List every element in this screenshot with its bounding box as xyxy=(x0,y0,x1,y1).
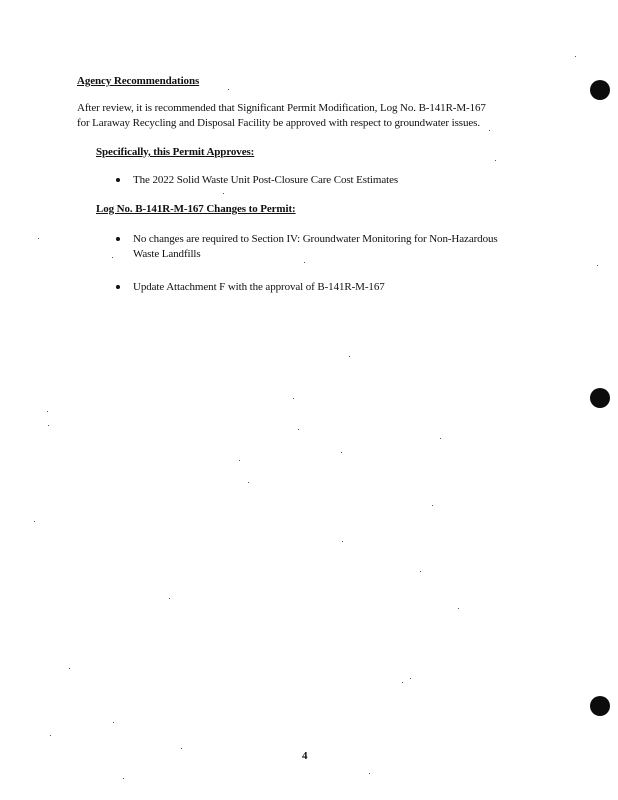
scan-speck xyxy=(304,262,305,263)
page-number: 4 xyxy=(302,750,308,762)
bullet-icon xyxy=(116,178,120,182)
scan-speck xyxy=(440,438,441,439)
scan-speck xyxy=(223,193,224,194)
scan-speck xyxy=(239,460,240,461)
scan-speck xyxy=(48,425,49,426)
scan-speck xyxy=(495,160,496,161)
punch-hole-icon xyxy=(590,388,610,408)
scan-speck xyxy=(410,678,411,679)
changes-to-permit-heading: Log No. B-141R-M-167 Changes to Permit: xyxy=(96,203,296,215)
scan-speck xyxy=(34,521,35,522)
scan-speck xyxy=(112,257,113,258)
scan-speck xyxy=(458,608,459,609)
scan-speck xyxy=(342,541,343,542)
scan-speck xyxy=(597,265,598,266)
recommendation-paragraph xyxy=(77,101,577,131)
scan-speck xyxy=(349,356,350,357)
scan-speck xyxy=(228,89,229,90)
scan-speck xyxy=(248,482,249,483)
approves-item-text: The 2022 Solid Waste Unit Post-Closure Care Cost Estimates xyxy=(133,174,399,186)
scan-speck xyxy=(341,452,342,453)
scan-speck xyxy=(489,130,490,131)
scan-speck xyxy=(298,429,299,430)
scan-speck xyxy=(50,735,51,736)
scan-speck xyxy=(47,411,48,412)
scan-speck xyxy=(69,668,70,669)
scan-speck xyxy=(432,505,433,506)
scan-speck xyxy=(293,398,294,399)
punch-hole-icon xyxy=(590,80,610,100)
scan-speck xyxy=(575,56,576,57)
recommendation-line-1: After review, it is recommended that Significant Permit Modification, Log No. B-141R-M-167 xyxy=(77,102,486,114)
scan-speck xyxy=(38,238,39,239)
recommendation-line-2: for Laraway Recycling and Disposal Facility be approved with respect to groundwater issues. xyxy=(77,117,480,129)
scan-speck xyxy=(402,682,403,683)
bullet-icon xyxy=(116,285,120,289)
permit-approves-heading: Specifically, this Permit Approves: xyxy=(96,146,255,158)
scan-speck xyxy=(123,778,124,779)
scan-speck xyxy=(113,722,114,723)
changes-item-text: Update Attachment F with the approval of B-141R-M-167 xyxy=(133,281,385,293)
changes-item-text xyxy=(133,232,563,262)
scan-speck xyxy=(169,598,170,599)
scan-speck xyxy=(420,571,421,572)
bullet-icon xyxy=(116,237,120,241)
scan-speck xyxy=(369,773,370,774)
scan-speck xyxy=(181,748,182,749)
changes-item-line-2: Waste Landfills xyxy=(133,248,201,260)
agency-recommendations-heading: Agency Recommendations xyxy=(77,75,200,87)
changes-item-line-1: No changes are required to Section IV: Groundwater Monitoring for Non-Hazardous xyxy=(133,233,498,245)
punch-hole-icon xyxy=(590,696,610,716)
